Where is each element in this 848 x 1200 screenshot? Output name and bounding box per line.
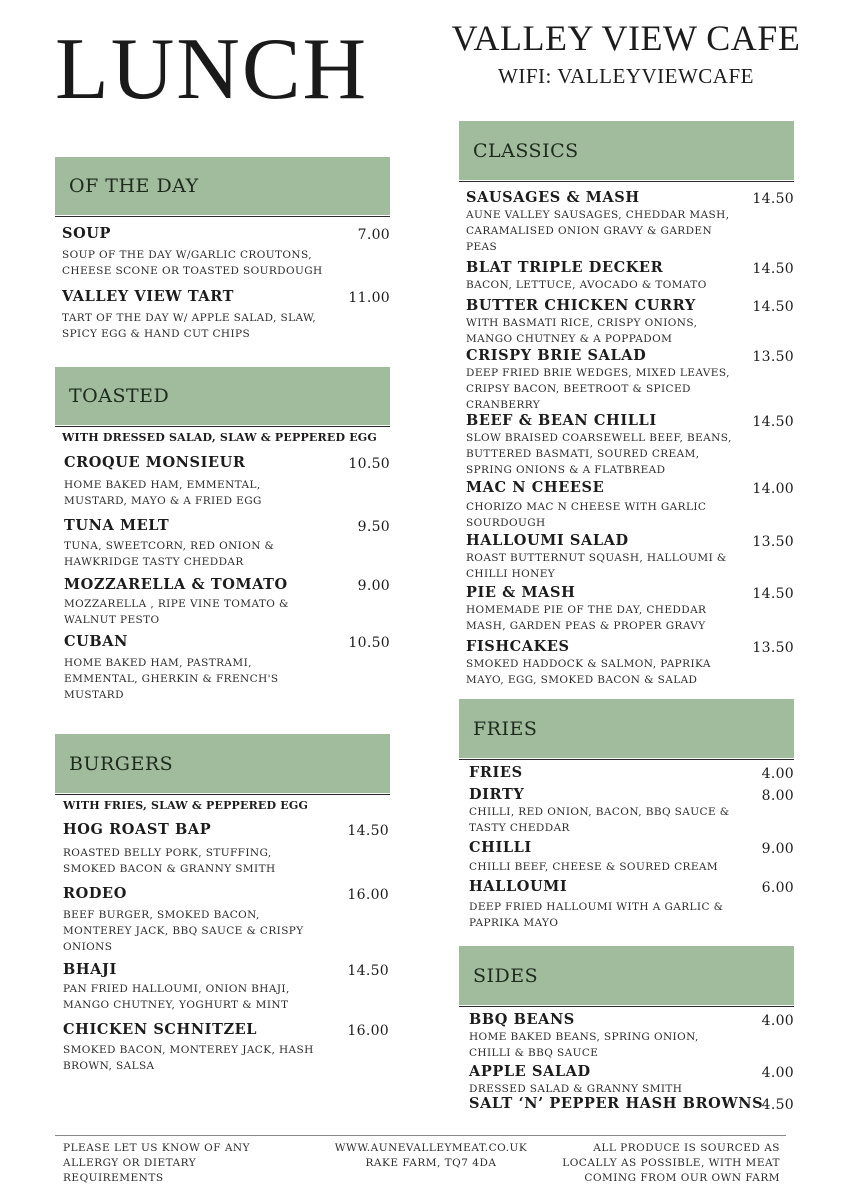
menu-item <box>466 479 796 531</box>
item-price: 16.00 <box>347 887 389 903</box>
item-description: WITH BASMATI RICE, CRISPY ONIONS, MANGO CHUTNEY & A POPPADOM <box>466 317 698 345</box>
menu-title: LUNCH <box>55 21 369 118</box>
item-name: CHILLI <box>469 839 532 856</box>
item-description: CHORIZO MAC N CHEESE WITH GARLIC SOURDOUGH <box>466 501 707 529</box>
menu-item <box>63 961 392 1013</box>
menu-item <box>62 288 392 342</box>
website-address: WWW.AUNEVALLEYMEAT.CO.UK RAKE FARM, TQ7 4DA <box>334 1142 528 1169</box>
item-price: 14.50 <box>347 823 389 839</box>
menu-item <box>466 532 796 582</box>
item-description: ROASTED BELLY PORK, STUFFING, SMOKED BACON & GRANNY SMITH <box>63 847 276 875</box>
item-price: 7.00 <box>357 227 390 243</box>
item-name: VALLEY VIEW TART <box>62 288 235 305</box>
cafe-name: VALLEY VIEW CAFE <box>451 18 801 58</box>
item-price: 13.50 <box>752 349 794 365</box>
item-name: SAUSAGES & MASH <box>466 189 640 206</box>
item-price: 9.00 <box>357 578 390 594</box>
menu-item <box>466 584 796 634</box>
item-description: HOME BAKED BEANS, SPRING ONION, CHILLI & BBQ SAUCE <box>469 1031 699 1059</box>
menu-item <box>466 189 796 255</box>
footer-divider <box>55 1135 786 1136</box>
menu-item <box>466 259 796 293</box>
item-name: CROQUE MONSIEUR <box>64 454 246 471</box>
section-header-toasted <box>55 367 390 425</box>
menu-item <box>469 1011 796 1061</box>
menu-item <box>469 764 796 781</box>
item-description: HOME BAKED HAM, EMMENTAL, MUSTARD, MAYO & A FRIED EGG <box>64 479 262 507</box>
section-title: OF THE DAY <box>69 175 199 197</box>
menu-item <box>469 1095 796 1112</box>
wifi-info: WIFI: VALLEYVIEWCAFE <box>498 64 754 88</box>
item-description: SOUP OF THE DAY W/GARLIC CROUTONS, CHEESE SCONE OR TOASTED SOURDOUGH <box>62 249 323 277</box>
item-name: BHAJI <box>63 961 117 978</box>
item-name: RODEO <box>63 885 127 902</box>
item-description: PAN FRIED HALLOUMI, ONION BHAJI, MANGO CHUTNEY, YOGHURT & MINT <box>63 983 290 1011</box>
item-name: FRIES <box>469 764 523 781</box>
item-price: 4.00 <box>761 1013 794 1029</box>
item-price: 14.50 <box>752 414 794 430</box>
item-name: TUNA MELT <box>64 517 170 534</box>
item-price: 10.50 <box>348 456 390 472</box>
menu-item <box>64 454 392 509</box>
item-price: 10.50 <box>348 635 390 651</box>
menu-item <box>63 821 392 877</box>
item-name: SALT ‘N’ PEPPER HASH BROWNS <box>469 1095 764 1112</box>
section-divider <box>55 426 390 427</box>
item-description: DEEP FRIED HALLOUMI WITH A GARLIC & PAPRIKA MAYO <box>469 901 724 929</box>
item-name: HOG ROAST BAP <box>63 821 212 838</box>
section-divider <box>459 1006 794 1007</box>
item-price: 9.00 <box>761 841 794 857</box>
menu-item <box>466 638 796 688</box>
item-name: FISHCAKES <box>466 638 570 655</box>
item-description: CHILLI, RED ONION, BACON, BBQ SAUCE & TASTY CHEDDAR <box>469 806 730 834</box>
menu-item <box>466 297 796 347</box>
section-header-classics <box>459 121 794 180</box>
item-price: 14.50 <box>752 299 794 315</box>
menu-item <box>64 633 392 703</box>
menu-item <box>469 786 796 836</box>
item-price: 14.50 <box>752 191 794 207</box>
item-name: BEEF & BEAN CHILLI <box>466 412 657 429</box>
item-name: PIE & MASH <box>466 584 576 601</box>
item-name: CUBAN <box>64 633 128 650</box>
item-description: HOME BAKED HAM, PASTRAMI, EMMENTAL, GHERKIN & FRENCH'S MUSTARD <box>64 657 279 701</box>
section-title: FRIES <box>473 717 538 740</box>
item-price: 16.00 <box>347 1023 389 1039</box>
section-subheading: WITH DRESSED SALAD, SLAW & PEPPERED EGG <box>62 431 377 444</box>
menu-item <box>469 1063 796 1097</box>
item-price: 4.00 <box>761 766 794 782</box>
menu-item <box>466 347 796 413</box>
menu-item <box>469 878 796 931</box>
item-name: MAC N CHEESE <box>466 479 605 496</box>
item-name: CHICKEN SCHNITZEL <box>63 1021 258 1038</box>
item-description: DRESSED SALAD & GRANNY SMITH <box>469 1083 683 1095</box>
item-price: 13.50 <box>752 534 794 550</box>
sourcing-notice: ALL PRODUCE IS SOURCED AS LOCALLY AS POSSIBLE, WITH MEAT COMING FROM OUR OWN FARM <box>562 1142 780 1184</box>
item-description: DEEP FRIED BRIE WEDGES, MIXED LEAVES, CRIPSY BACON, BEETROOT & SPICED CRANBERRY <box>466 367 730 411</box>
item-description: HOMEMADE PIE OF THE DAY, CHEDDAR MASH, GARDEN PEAS & PROPER GRAVY <box>466 604 707 632</box>
item-description: BACON, LETTUCE, AVOCADO & TOMATO <box>466 279 707 291</box>
item-price: 4.00 <box>761 1065 794 1081</box>
item-description: CHILLI BEEF, CHEESE & SOURED CREAM <box>469 861 719 873</box>
item-description: SMOKED HADDOCK & SALMON, PAPRIKA MAYO, EGG, SMOKED BACON & SALAD <box>466 658 711 686</box>
item-price: 6.00 <box>761 880 794 896</box>
menu-item <box>63 885 392 955</box>
section-title: BURGERS <box>69 752 174 775</box>
item-price: 14.50 <box>752 261 794 277</box>
section-header-sides <box>459 946 794 1005</box>
item-description: SLOW BRAISED COARSEWELL BEEF, BEANS, BUTTERED BASMATI, SOURED CREAM, SPRING ONIONS & A FLATBREAD <box>466 432 732 476</box>
section-title: TOASTED <box>69 385 170 407</box>
section-title: CLASSICS <box>473 139 579 162</box>
section-divider <box>459 181 794 182</box>
item-price: 9.50 <box>357 519 390 535</box>
item-name: DIRTY <box>469 786 525 803</box>
item-description: MOZZARELLA , RIPE VINE TOMATO & WALNUT PESTO <box>64 598 289 626</box>
section-title: SIDES <box>473 964 539 987</box>
item-description: SMOKED BACON, MONTEREY JACK, HASH BROWN, SALSA <box>63 1044 314 1072</box>
section-header-burgers <box>55 734 390 793</box>
item-price: 14.50 <box>752 586 794 602</box>
item-name: SOUP <box>62 225 112 242</box>
menu-item <box>466 412 796 478</box>
menu-item <box>64 576 392 628</box>
item-name: CRISPY BRIE SALAD <box>466 347 647 364</box>
item-name: BLAT TRIPLE DECKER <box>466 259 664 276</box>
item-price: 13.50 <box>752 640 794 656</box>
section-header-fries <box>459 699 794 758</box>
item-name: MOZZARELLA & TOMATO <box>64 576 288 593</box>
item-name: HALLOUMI <box>469 878 568 895</box>
item-description: TUNA, SWEETCORN, RED ONION & HAWKRIDGE TASTY CHEDDAR <box>64 540 275 568</box>
item-price: 14.00 <box>752 481 794 497</box>
section-subheading: WITH FRIES, SLAW & PEPPERED EGG <box>63 799 309 812</box>
item-price: 14.50 <box>347 963 389 979</box>
item-description: TART OF THE DAY W/ APPLE SALAD, SLAW, SPICY EGG & HAND CUT CHIPS <box>62 312 317 340</box>
menu-item <box>64 517 392 570</box>
item-name: HALLOUMI SALAD <box>466 532 629 549</box>
section-header-of-the-day <box>55 157 390 215</box>
item-price: 11.00 <box>348 290 390 306</box>
menu-item <box>63 1021 392 1074</box>
allergy-notice: PLEASE LET US KNOW OF ANY ALLERGY OR DIETARY REQUIREMENTS <box>63 1142 251 1184</box>
menu-item <box>469 839 796 875</box>
section-divider <box>55 216 390 217</box>
section-divider <box>459 759 794 760</box>
item-price: 4.50 <box>761 1097 794 1113</box>
section-divider <box>55 794 390 795</box>
item-description: ROAST BUTTERNUT SQUASH, HALLOUMI & CHILLI HONEY <box>466 552 727 580</box>
item-name: APPLE SALAD <box>469 1063 591 1080</box>
item-name: BUTTER CHICKEN CURRY <box>466 297 696 314</box>
item-description: BEEF BURGER, SMOKED BACON, MONTEREY JACK, BBQ SAUCE & CRISPY ONIONS <box>63 909 304 953</box>
item-name: BBQ BEANS <box>469 1011 575 1028</box>
item-price: 8.00 <box>761 788 794 804</box>
item-description: AUNE VALLEY SAUSAGES, CHEDDAR MASH, CARAMALISED ONION GRAVY & GARDEN PEAS <box>466 209 730 253</box>
menu-item <box>62 225 392 279</box>
